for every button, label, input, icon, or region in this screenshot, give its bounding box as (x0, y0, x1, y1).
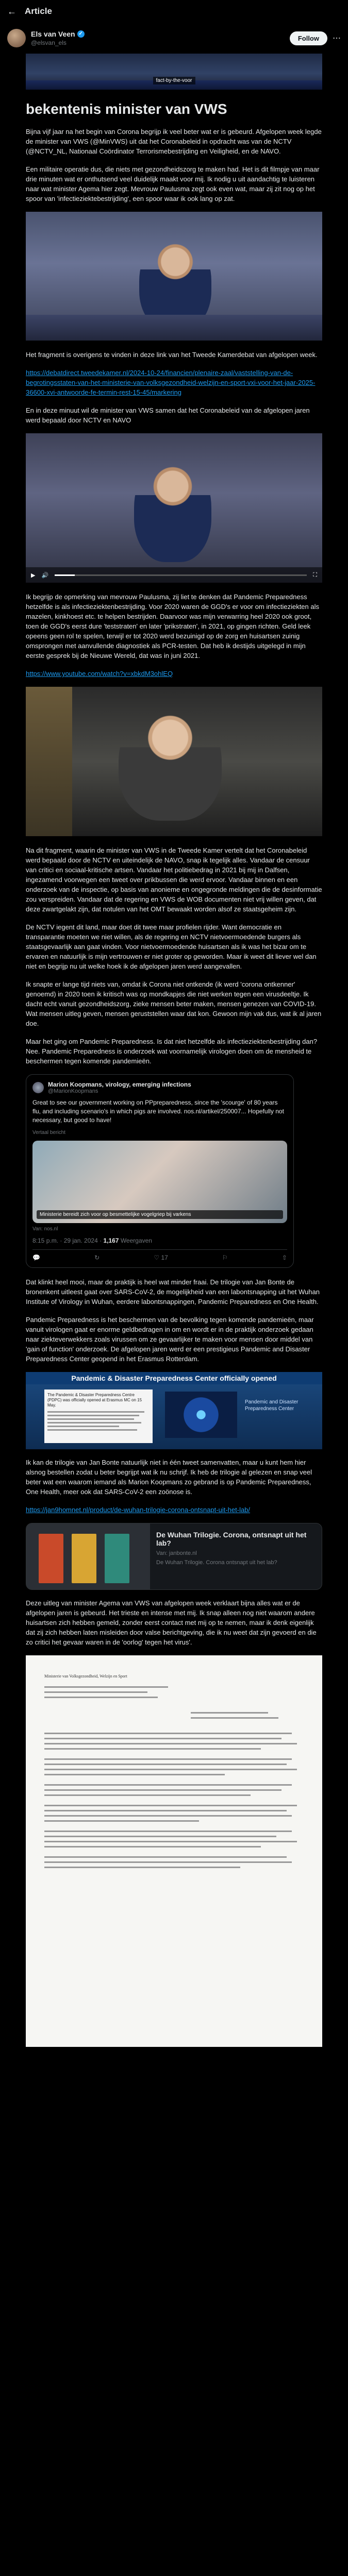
retweet-icon[interactable]: ↻ (94, 1254, 100, 1261)
card-domain: Van: janbonte.nl (156, 1550, 197, 1556)
tweet-meta (32, 1237, 287, 1244)
video-3[interactable] (26, 433, 322, 583)
video-1[interactable] (26, 54, 322, 90)
tweet-image-source: Van: nos.nl (32, 1226, 58, 1232)
author-avatar[interactable] (7, 29, 26, 47)
fullscreen-icon[interactable]: ⛶ (313, 571, 317, 578)
follow-button[interactable]: Follow (290, 31, 327, 45)
link-card[interactable] (26, 1523, 322, 1590)
pdc-doc-title: The Pandemic & Disaster Preparedness Centre (PDPC) was officially opened at Erasmus MC on 15 May. (47, 1393, 142, 1408)
paragraph: Ik snapte er lange tijd niets van, omdat ik Corona niet ontkende (ik werd 'corona ontkenner' genoemd) in 2020 toen ik kritisch was op mondkapjes die niet werken tegen een virusdeeltje. Ik dacht echt vanuit gezondheidszorg, zieke mensen beter maken, mensen genezen van COVID-19. Wat mensen uitleg geven, mensen geruststellen waar dat kon. Gewoon mijn vak dus, wat ik al jaren doe. (26, 980, 322, 1027)
paragraph: Na dit fragment, waarin de minister van VWS in de Tweede Kamer vertelt dat het Coronabeleid werd bepaald door de NCTV en uiteindelijk de NAVO, snap ik tegelijk alles. Vandaar de censuur van critici en sociaal-kritische artsen. Vandaar het politiebedrag in 2021 bij mij in Dalfsen, ingezamend voorwegen een tweet over prikbussen die werd ervoor. Vandaar binnen en een onderzoek van de inspectie, op basis van anonieme en ongegronde meldingen die de desinformatie zou verspreiden. Vandaar dat de regering en VWS de WOB documenten niet vrij willen geven, dat deze zwartgelakt zijn, dat notulen van het OMT bewaakt worden alsof ze staatsgeheim zijn. (26, 846, 322, 913)
tweet-actions (32, 1249, 287, 1261)
pdc-title: Pandemic & Disaster Preparedness Center officially opened (26, 1372, 322, 1384)
book-covers-image (26, 1523, 150, 1589)
youtube-link[interactable]: https://www.youtube.com/watch?v=xbkdM3ohlEQ (26, 670, 173, 677)
bookmark-icon[interactable]: ⚐ (222, 1254, 228, 1261)
paragraph: Maar het ging om Pandemic Preparedness. Is dat niet hetzelfde als infectieziektenbestrijding dan? Nee. Pandemic Preparedness is onderzoek wat voornamelijk virologen doen om de mensheid te beschermen tegen komende pandemieën. (26, 1038, 318, 1065)
letter-header: Ministerie van Volksgezondheid, Welzijn en Sport (44, 1674, 127, 1679)
more-icon[interactable]: ⋯ (333, 34, 341, 43)
paragraph: Het fragment is overigens te vinden in deze link van het Tweede Kamerdebat van afgelopen week. (26, 351, 318, 359)
tweet-image[interactable] (32, 1141, 287, 1223)
pdc-document (44, 1389, 153, 1443)
video-2[interactable] (26, 212, 322, 341)
paragraph: En in deze minuut wil de minister van VWS samen dat het Coronabeleid van de afgelopen jaren werd bepaald door NCTV en NAVO (26, 406, 310, 424)
embedded-tweet[interactable] (26, 1074, 294, 1268)
debate-link[interactable]: https://debatdirect.tweedekamer.nl/2024-10-24/financien/plenaire-zaal/vaststelling-van-de-begrotingsstaten-van-het-ministerie-van-volksgezondheid-welzijn-en-sport-vxi-voor-het-jaar-2025-36600-xvi-antwoorde-fe-termin-rest-15-45/markering (26, 369, 316, 396)
card-title: De Wuhan Trilogie. Corona, ontsnapt uit het lab? (156, 1531, 307, 1547)
author-name[interactable]: Els van Veen (31, 30, 75, 38)
paragraph: Dat klinkt heel mooi, maar de praktijk is heel wat minder fraai. De trilogie van Jan Bonte de bronenkent uitleest gaat over SARS-CoV-2, de mogelijkheid van een labontsnapping uit het Wuhan Institute of Virology in Wuhan, eerdere labontsnappingen, Pandemic Preparedness en One Health. (26, 1278, 320, 1306)
tweet-avatar[interactable] (32, 1082, 44, 1093)
page-title: Article (25, 6, 52, 16)
volume-icon[interactable]: 🔊 (41, 572, 49, 579)
like-button[interactable]: ♡ 17 (154, 1254, 168, 1261)
book-link[interactable]: https://jan9homnet.nl/product/de-wuhan-trilogie-corona-ontsnapt-uit-het-lab/ (26, 1506, 251, 1514)
share-icon[interactable]: ⇧ (281, 1254, 287, 1261)
tweet-views: 1,167 (103, 1237, 119, 1244)
tweet-time: 8:15 p.m. · 29 jan. 2024 · (32, 1237, 102, 1244)
paragraph: De NCTV iegent dit land, maar doet dit twee maar profielen rijder. Want democratie en transparantie moeten we niet willen, als de regering en NCTV nietvoermoedende burgers als staatsgevaarlijk aan gaat vinden. Voor nietvoermoedende huisartsen als ik was het bizar om te ervaren en natuurlijk is mijn vertrouwen er niet groter op geworden. Maar ik weet dit liever wel dan niet en begrijp nu uit welke hoek ik de afgelopen jaren werd aangevallen. (26, 923, 317, 970)
tweet-author-name[interactable]: Marion Koopmans, virology, emerging infections (48, 1081, 191, 1088)
tweet-author-handle[interactable]: @MarionKoopmans (48, 1088, 98, 1094)
article-title: bekentenis minister van VWS (26, 101, 227, 117)
pdc-image[interactable] (26, 1372, 322, 1449)
author-handle[interactable]: @elsvan_els (31, 39, 67, 46)
tweet-text: Great to see our government working on PPpreparedness, since the 'scourge' of 80 years flu, and including scenario's in which pigs are involved. nos.nl/artikel/250007... Hopefully not necessary, but good to have! (32, 1099, 284, 1124)
back-arrow-icon[interactable]: ← (7, 6, 16, 16)
video-4[interactable] (26, 687, 322, 836)
card-desc: De Wuhan Trilogie. Corona ontsnapt uit het lab? (156, 1560, 277, 1566)
video-controls[interactable] (26, 567, 322, 583)
paragraph: Ik kan de trilogie van Jan Bonte natuurlijk niet in één tweet samenvatten, maar u kunt hem hier alsnog bestellen zodat u beter begrijpt wat ik nu schrijf. Ik heb de trilogie al gelezen en snap veel beter wat een waarom iemand als Marion Koopmans zo gebrand is op Pandemic Preparedness, One Health, meer ook dat SARS-CoV-2 een zoönose is. (26, 1459, 312, 1496)
virus-image (165, 1392, 237, 1438)
video-progress[interactable] (55, 574, 307, 576)
paragraph: Deze uitleg van minister Agema van VWS van afgelopen week verklaart bijna alles wat er de afgelopen jaren is gebeurd. Het trieste en intense met mij. Ik snap alleen nog niet waarom andere huisartsen zich hebben gemeld, zonder eerst contact met mij op te nemen, maar ik denk eigenlijk dat zij zich hebben laten misleiden door valse berichtgeving, die ik nu weet dat zijn gevoerd en die zo critici het gevaar waren in de 'oorlog' tegen het virus'. (26, 1599, 317, 1646)
pdc-legend: Pandemic and Disaster Preparedness Center (245, 1399, 299, 1412)
paragraph: Ik begrijp de opmerking van mevrouw Paulusma, zij liet te denken dat Pandemic Preparedness hetzelfde is als infectieziektenbestrijding. Voor 2020 waren de GGD's er voor om infectieziekten als mazelen, kinkhoest etc. te helpen bestrijden. Daarvoor was mijn verwarring heel 2020 ook groot, toen de GGD's eerst dure 'teststraten' en later 'prikstraten', in 2021, op gingen richten. Geld leek opeens geen rol te spelen, terwijl er tot 2020 werd bezuinigd op de zorg en huisartsen zuinig omsprongen met aanvullende diagnostiek als PCR-testen. Dat heb ik destijds uitgelegd in mijn eerste gesprek bij de Nieuwe Wereld, dat was in juni 2021. (26, 593, 319, 659)
like-count: 17 (161, 1254, 168, 1261)
paragraph: Bijna vijf jaar na het begin van Corona begrijp ik veel beter wat er is gebeurd. Afgelopen week legde de minister van VWS (@MinVWS) uit dat het Coronabeleid in opdracht was van de NCTV (@NCTV_NL, Nationaal Coördinator Terrorismebestrijding en Veiligheid, en de NAVO. (26, 128, 322, 155)
paragraph: Pandemic Preparedness is het beschermen van de bevolking tegen komende pandemieën, maar vanuit virologen gaat er enorme geldbedragen in om en wordt er in de praktijk onderzoek gedaan naar ziekteverwekkers zoals virussen om ze gevaarlijker te maken voor mensen door middel van 'gain of function' onderzoek. De afgelopen jaren werd er een prestigieus Pandemic and Disaster Preparedness Center geopend in het Erasmus Rotterdam. (26, 1316, 314, 1363)
tweet-views-label: Weergaven (120, 1237, 152, 1244)
video-caption: fact-by-the-voor (153, 77, 195, 84)
top-bar (0, 0, 348, 23)
verified-badge-icon: ✓ (77, 30, 85, 38)
letter-image[interactable] (26, 1655, 322, 2047)
translate-link[interactable]: Vertaal bericht (32, 1130, 65, 1136)
author-row (0, 23, 348, 54)
article-content (26, 54, 322, 2047)
tweet-image-caption: Ministerie bereidt zich voor op besmettelijke vogelgriep bij varkens (37, 1210, 283, 1219)
reply-icon[interactable]: 💬 (32, 1254, 40, 1261)
paragraph: Een militaire operatie dus, die niets met gezondheidszorg te maken had. Het is dit filmpje van maar drie minuten wat er onthutsend veel duidelijk maakt voor mij. Ik nodig u uit aandachtig te luisteren naar wat minister Agema hier zegt. Mevrouw Paulusma zegt ook even wat, maar zij zit nog op het spoor van 'infectieziektebestrijding', een spoor waar ik ook lang op zat. (26, 165, 320, 202)
play-icon[interactable]: ▶ (31, 572, 36, 579)
